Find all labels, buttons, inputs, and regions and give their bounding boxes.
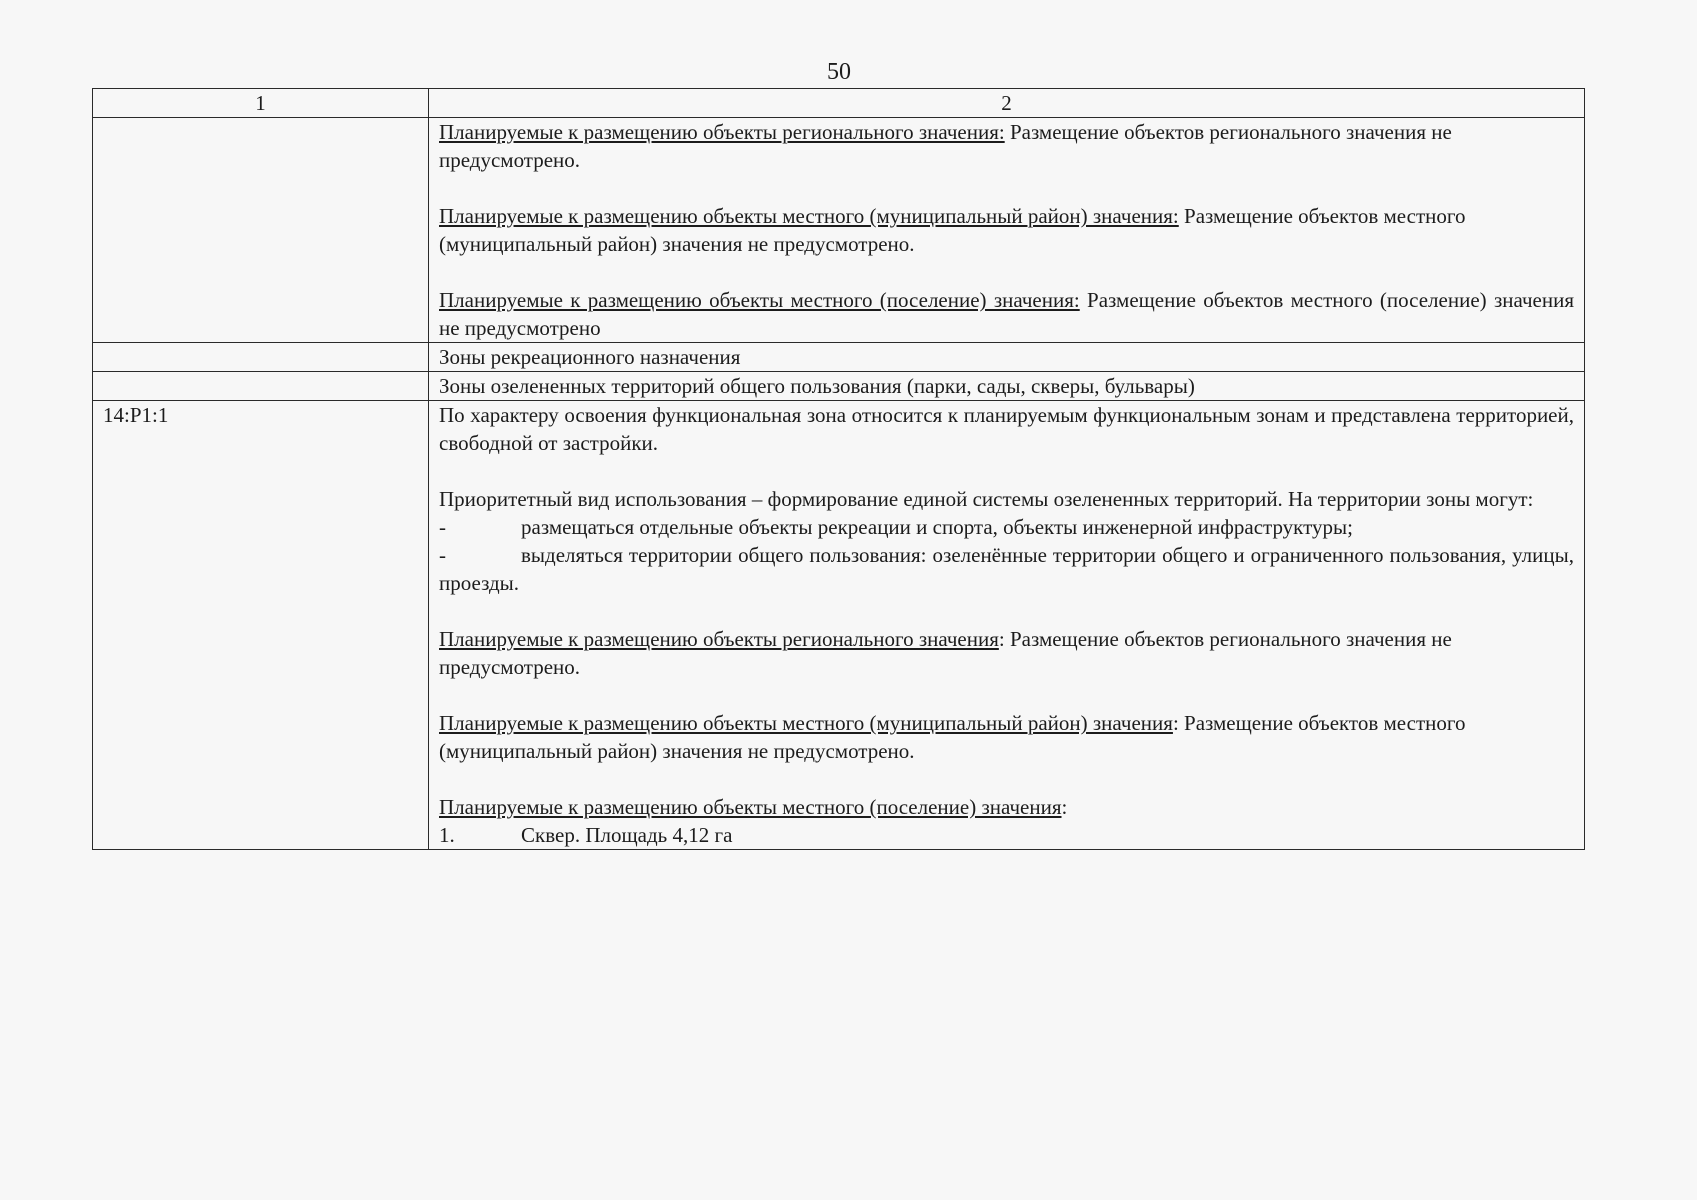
page-number: 50 <box>827 59 851 85</box>
district-objects-paragraph <box>439 202 1574 258</box>
table-row <box>93 118 1585 343</box>
table-row <box>93 372 1585 401</box>
zones-table <box>92 88 1585 850</box>
settlement-objects-label: Планируемые к размещению объекты местного (поселение) значения: <box>439 288 1080 312</box>
zone-code-cell: 14:Р1:1 <box>93 401 429 850</box>
regional-objects-label: Планируемые к размещению объекты регионального значения: <box>439 120 1005 144</box>
district-objects-paragraph <box>439 709 1574 765</box>
list-item <box>439 513 1574 541</box>
zone-code-cell <box>93 372 429 401</box>
settlement-objects-text: Размещение объектов местного (поселение) значения не предусмотрено <box>439 288 1574 340</box>
numbered-item-text: Сквер. Площадь 4,12 га <box>521 823 733 847</box>
table-row <box>93 401 1585 850</box>
regional-objects-text: Размещение объектов регионального значения не предусмотрено. <box>439 120 1452 172</box>
regional-objects-paragraph <box>439 118 1574 174</box>
header-col-1: 1 <box>93 89 429 118</box>
regional-objects-text: : Размещение объектов регионального значения не предусмотрено. <box>439 627 1452 679</box>
zone-code-cell <box>93 343 429 372</box>
list-item-text: выделяться территории общего пользования: озеленённые территории общего и ограниченного пользования, улицы, проезды. <box>439 543 1574 595</box>
numbered-marker: 1. <box>439 823 455 847</box>
list-item-text: размещаться отдельные объекты рекреации и спорта, объекты инженерной инфраструктуры; <box>521 515 1353 539</box>
priority-use-paragraph: Приоритетный вид использования – формирование единой системы озелененных территорий. На территории зоны могут: <box>439 487 1534 511</box>
list-marker: - <box>439 543 446 567</box>
numbered-item <box>439 821 1574 849</box>
table-header-row <box>93 89 1585 118</box>
list-item <box>439 541 1574 597</box>
district-objects-text: : Размещение объектов местного (муниципальный район) значения не предусмотрено. <box>439 711 1466 763</box>
district-objects-label: Планируемые к размещению объекты местного (муниципальный район) значения: <box>439 204 1179 228</box>
district-objects-text: Размещение объектов местного (муниципальный район) значения не предусмотрено. <box>439 204 1466 256</box>
table-row <box>93 343 1585 372</box>
zone-description-cell <box>429 118 1585 343</box>
zone-code-cell <box>93 118 429 343</box>
district-objects-label: Планируемые к размещению объекты местного (муниципальный район) значения <box>439 711 1173 735</box>
regional-objects-label: Планируемые к размещению объекты регионального значения <box>439 627 999 651</box>
zone-category-cell: Зоны рекреационного назначения <box>429 343 1585 372</box>
settlement-objects-label: Планируемые к размещению объекты местного (поселение) значения <box>439 795 1062 819</box>
settlement-objects-text: : <box>1061 795 1068 819</box>
settlement-objects-paragraph <box>439 793 1574 821</box>
zone-description-cell <box>429 401 1585 850</box>
development-paragraph: По характеру освоения функциональная зона относится к планируемым функциональным зонам и представлена территорией, свободной от застройки. <box>439 403 1574 455</box>
settlement-objects-paragraph <box>439 286 1574 342</box>
header-col-2: 2 <box>429 89 1585 118</box>
zone-subcategory-cell: Зоны озелененных территорий общего пользования (парки, сады, скверы, бульвары) <box>429 372 1585 401</box>
list-marker: - <box>439 515 446 539</box>
regional-objects-paragraph <box>439 625 1574 681</box>
